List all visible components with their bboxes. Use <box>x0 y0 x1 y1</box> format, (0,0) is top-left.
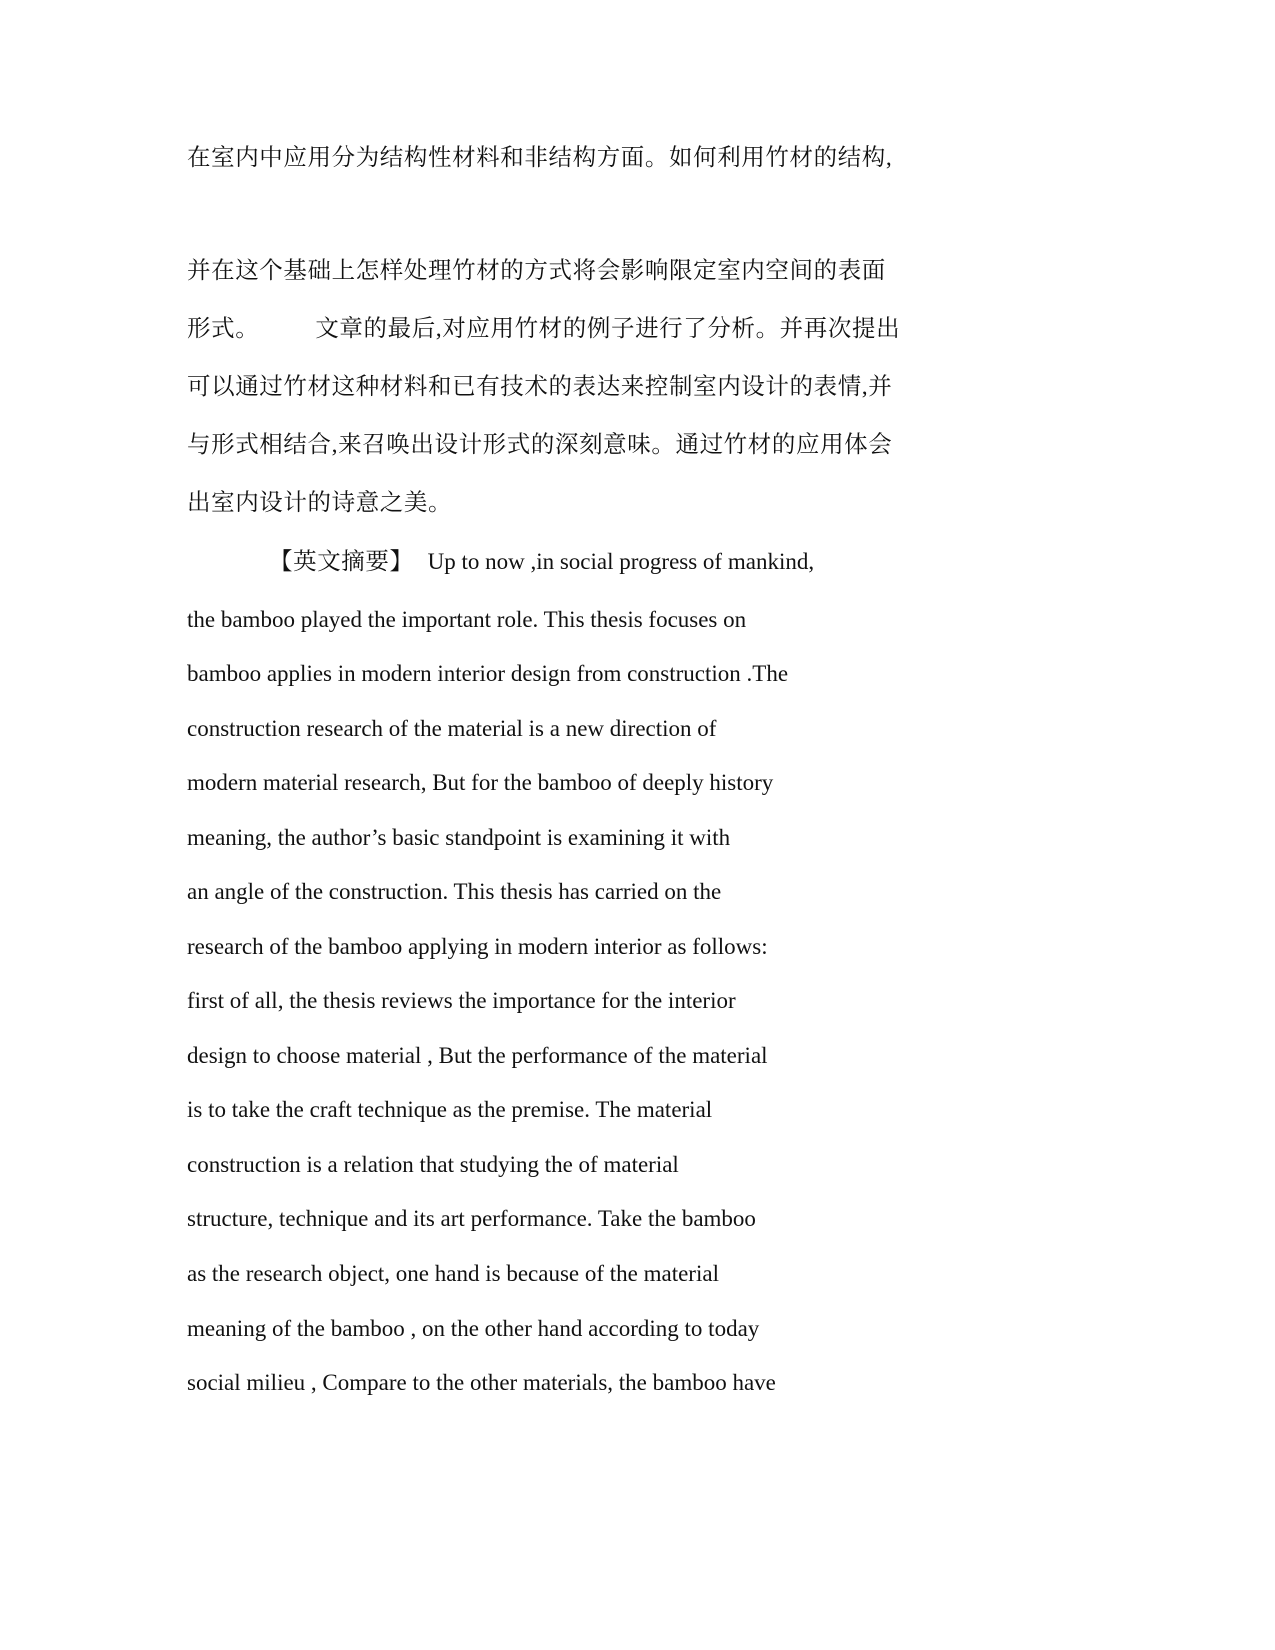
english-abstract-line-13: structure, technique and its art performance. Take the bamboo <box>187 1206 756 1231</box>
chinese-abstract-sentence-end: 形式。 <box>187 316 260 342</box>
english-abstract-line-1: Up to now ,in social progress of mankind, <box>427 549 815 574</box>
chinese-abstract-line-4: 可以通过竹材这种材料和已有技术的表达来控制室内设计的表情,并 <box>187 374 893 400</box>
english-abstract-first-line <box>187 550 814 575</box>
chinese-abstract-line-3 <box>187 318 900 342</box>
chinese-abstract-line-5: 与形式相结合,来召唤出设计形式的深刻意味。通过竹材的应用体会 <box>187 432 893 458</box>
english-abstract-line-14: as the research object, one hand is because of the material <box>187 1261 719 1286</box>
english-abstract-line-6: meaning, the author’s basic standpoint is examining it with <box>187 825 731 850</box>
english-abstract-line-5: modern material research, But for the bamboo of deeply history <box>187 770 774 795</box>
english-abstract-line-8: research of the bamboo applying in modern interior as follows: <box>187 934 768 959</box>
english-abstract-line-16: social milieu , Compare to the other materials, the bamboo have <box>187 1370 776 1395</box>
english-abstract-heading: 【英文摘要】 <box>269 549 414 575</box>
english-abstract-line-10: design to choose material , But the performance of the material <box>187 1043 768 1068</box>
english-abstract-line-11: is to take the craft technique as the premise. The material <box>187 1097 713 1122</box>
english-abstract-line-15: meaning of the bamboo , on the other hand according to today <box>187 1316 760 1341</box>
chinese-abstract-conclusion-start: 文章的最后,对应用竹材的例子进行了分析。并再次提出 <box>315 316 901 342</box>
english-abstract-line-7: an angle of the construction. This thesis has carried on the <box>187 879 722 904</box>
english-abstract-line-4: construction research of the material is a new direction of <box>187 716 717 741</box>
chinese-abstract-line-1: 在室内中应用分为结构性材料和非结构方面。如何利用竹材的结构, <box>187 145 893 171</box>
english-abstract-line-3: bamboo applies in modern interior design from construction .The <box>187 661 789 686</box>
english-abstract-line-2: the bamboo played the important role. This thesis focuses on <box>187 607 747 632</box>
english-abstract-line-12: construction is a relation that studying the of material <box>187 1152 679 1177</box>
english-abstract-line-9: first of all, the thesis reviews the importance for the interior <box>187 988 736 1013</box>
chinese-abstract-line-6: 出室内设计的诗意之美。 <box>187 490 453 516</box>
chinese-abstract-line-2: 并在这个基础上怎样处理竹材的方式将会影响限定室内空间的表面 <box>187 258 886 284</box>
